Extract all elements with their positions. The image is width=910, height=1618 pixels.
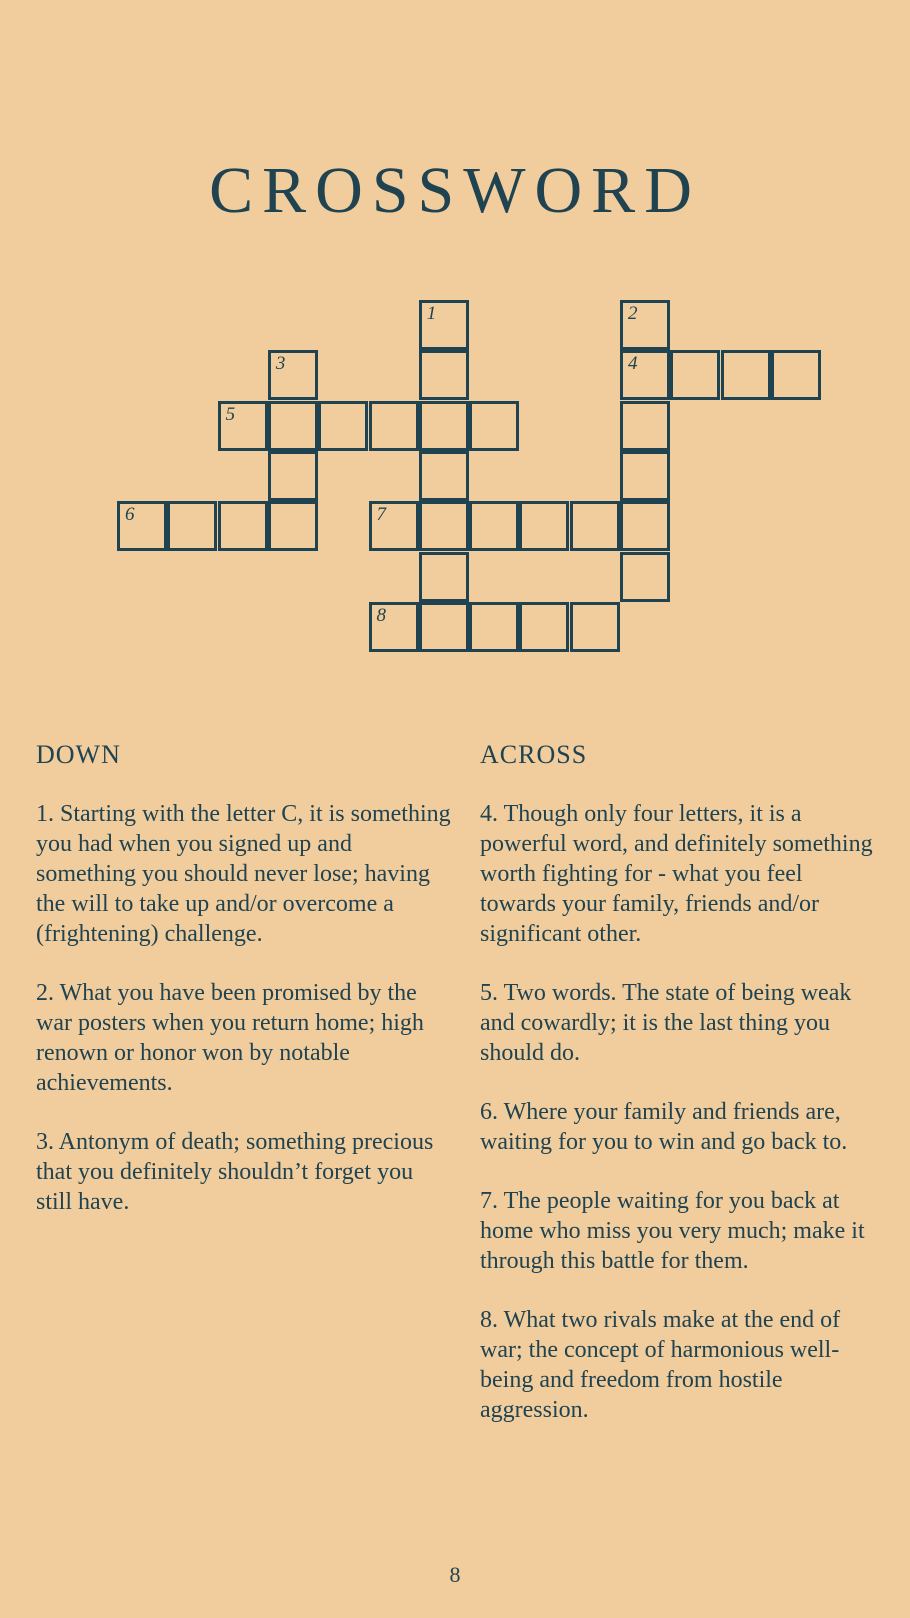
across-clue-4: 4. Though only four letters, it is a powerful word, and definitely something worth fighting for - what you feel towards your family, friends and/or significant other.	[480, 801, 873, 947]
crossword-cell	[369, 501, 419, 551]
down-clues-column	[36, 740, 451, 1246]
across-clues-column	[480, 740, 880, 1454]
crossword-cell	[519, 602, 569, 652]
crossword-cell-number: 7	[376, 504, 386, 526]
across-clue-6: 6. Where your family and friends are, waiting for you to win and go back to.	[480, 1099, 848, 1155]
crossword-cell-number: 5	[225, 403, 236, 425]
crossword-cell	[771, 350, 821, 400]
crossword-cell	[620, 552, 670, 602]
page-title: CROSSWORD	[209, 154, 701, 227]
crossword-cell	[620, 401, 670, 451]
across-heading: ACROSS	[480, 740, 588, 769]
crossword-cell	[419, 300, 469, 350]
crossword-cell-number: 3	[275, 353, 286, 375]
down-heading: DOWN	[36, 740, 121, 769]
crossword-cell	[469, 602, 519, 652]
crossword-cell	[268, 501, 318, 551]
crossword-grid	[0, 0, 910, 700]
crossword-cell	[670, 350, 720, 400]
crossword-cell	[570, 501, 620, 551]
crossword-cell	[218, 501, 268, 551]
crossword-cell	[419, 350, 469, 400]
crossword-cell-number: 6	[125, 504, 135, 526]
crossword-cell	[469, 501, 519, 551]
crossword-cell	[268, 451, 318, 501]
crossword-cell	[268, 401, 318, 451]
crossword-cell	[167, 501, 217, 551]
crossword-cell	[620, 350, 670, 400]
crossword-cell	[117, 501, 167, 551]
crossword-cell	[519, 501, 569, 551]
crossword-cell-number: 1	[426, 303, 437, 324]
crossword-cell	[620, 451, 670, 501]
crossword-cell	[419, 552, 469, 602]
crossword-cell	[419, 451, 469, 501]
crossword-cell-number: 2	[628, 303, 638, 324]
crossword-cell	[369, 401, 419, 451]
across-clue-5: 5. Two words. The state of being weak and cowardly; it is the last thing you should do.	[480, 980, 852, 1066]
crossword-cell	[419, 401, 469, 451]
crossword-cell	[469, 401, 519, 451]
crossword-cell	[721, 350, 771, 400]
crossword-cell	[318, 401, 368, 451]
crossword-cell	[620, 501, 670, 551]
crossword-cell-number: 4	[628, 353, 638, 375]
down-clue-3: 3. Antonym of death; something precious that you definitely shouldn’t forget you still have.	[36, 1129, 434, 1215]
crossword-cell	[218, 401, 268, 451]
down-clue-2: 2. What you have been promised by the war posters when you return home; high renown or honor won by notable achievements.	[36, 980, 424, 1096]
crossword-cell	[419, 501, 469, 551]
crossword-cell	[268, 350, 318, 400]
across-clue-8: 8. What two rivals make at the end of war; the concept of harmonious well-being and freedom from hostile aggression.	[480, 1307, 841, 1423]
down-clue-1: 1. Starting with the letter C, it is something you had when you signed up and something you should never lose; having the will to take up and/or overcome a (frightening) challenge.	[36, 801, 451, 947]
crossword-cell	[570, 602, 620, 652]
crossword-cell-number: 8	[376, 604, 386, 626]
crossword-cell	[620, 300, 670, 350]
across-clue-7: 7. The people waiting for you back at home who miss you very much; make it through this battle for them.	[480, 1188, 865, 1274]
page-number: 8	[449, 1562, 461, 1587]
crossword-cell	[419, 602, 469, 652]
crossword-cell	[369, 602, 419, 652]
